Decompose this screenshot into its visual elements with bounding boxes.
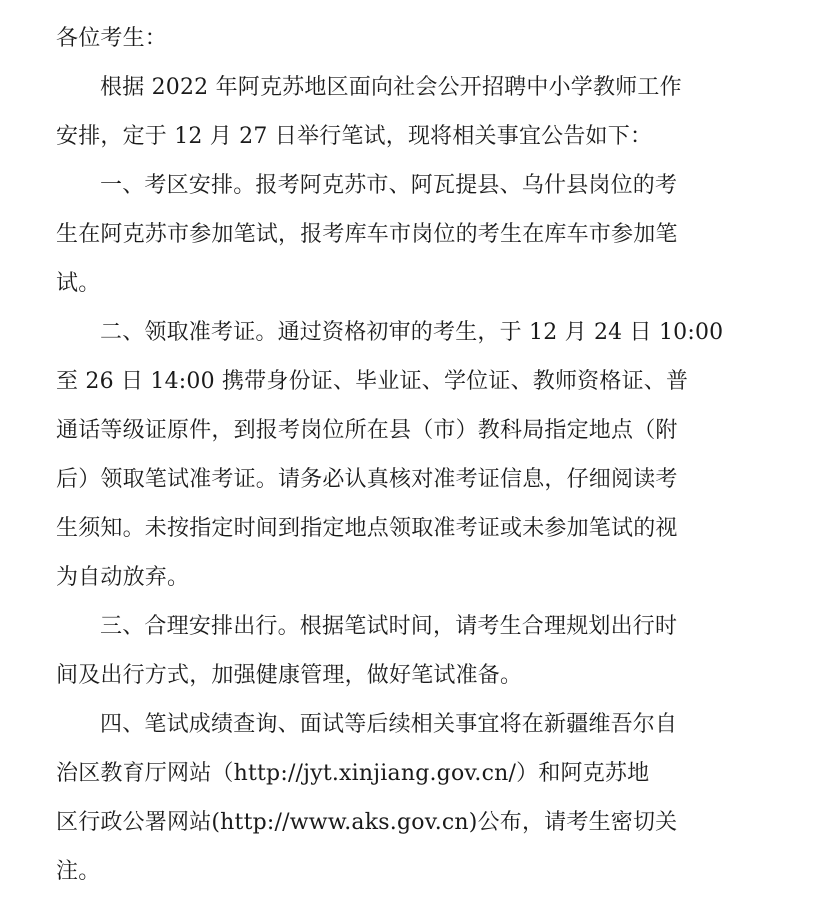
paragraph-line: 间及出行方式，加强健康管理，做好笔试准备。 bbox=[56, 663, 523, 688]
paragraph-line: 三、合理安排出行。根据笔试时间，请考生合理规划出行时 bbox=[100, 614, 678, 639]
paragraph-line: 四、笔试成绩查询、面试等后续相关事宜将在新疆维吾尔自 bbox=[100, 712, 678, 737]
paragraph-line: 试。 bbox=[56, 271, 101, 296]
paragraph-schedule bbox=[56, 63, 736, 161]
paragraph-line: 注。 bbox=[56, 859, 101, 884]
paragraph-travel bbox=[56, 602, 736, 700]
paragraph-line: 一、考区安排。报考阿克苏市、阿瓦提县、乌什县岗位的考 bbox=[100, 173, 678, 198]
paragraph-line: 安排，定于 12 月 27 日举行笔试，现将相关事宜公告如下： bbox=[56, 124, 653, 149]
paragraph-admission-ticket bbox=[56, 308, 736, 602]
paragraph-line: 至 26 日 14:00 携带身份证、毕业证、学位证、教师资格证、普 bbox=[56, 369, 689, 394]
paragraph-line: 生在阿克苏市参加笔试，报考库车市岗位的考生在库车市参加笔 bbox=[56, 222, 678, 247]
paragraph-results-query bbox=[56, 700, 736, 896]
paragraph-line: 生须知。未按指定时间到指定地点领取准考证或未参加笔试的视 bbox=[56, 516, 678, 541]
paragraph-exam-areas bbox=[56, 161, 736, 308]
paragraph-line: 为自动放弃。 bbox=[56, 565, 190, 590]
paragraph-line: 后）领取笔试准考证。请务必认真核对准考证信息，仔细阅读考 bbox=[56, 467, 678, 492]
paragraph-line: 治区教育厅网站（http://jyt.xinjiang.gov.cn/）和阿克苏地 bbox=[56, 761, 650, 786]
paragraph-line: 二、领取准考证。通过资格初审的考生，于 12 月 24 日 10:00 bbox=[100, 320, 724, 345]
paragraph-line: 区行政公署网站(http://www.aks.gov.cn)公布，请考生密切关 bbox=[56, 810, 678, 835]
salutation: 各位考生： bbox=[56, 26, 168, 51]
paragraph-line: 通话等级证原件，到报考岗位所在县（市）教科局指定地点（附 bbox=[56, 418, 678, 443]
notice-document bbox=[56, 14, 736, 896]
paragraph-line: 根据 2022 年阿克苏地区面向社会公开招聘中小学教师工作 bbox=[100, 75, 682, 100]
